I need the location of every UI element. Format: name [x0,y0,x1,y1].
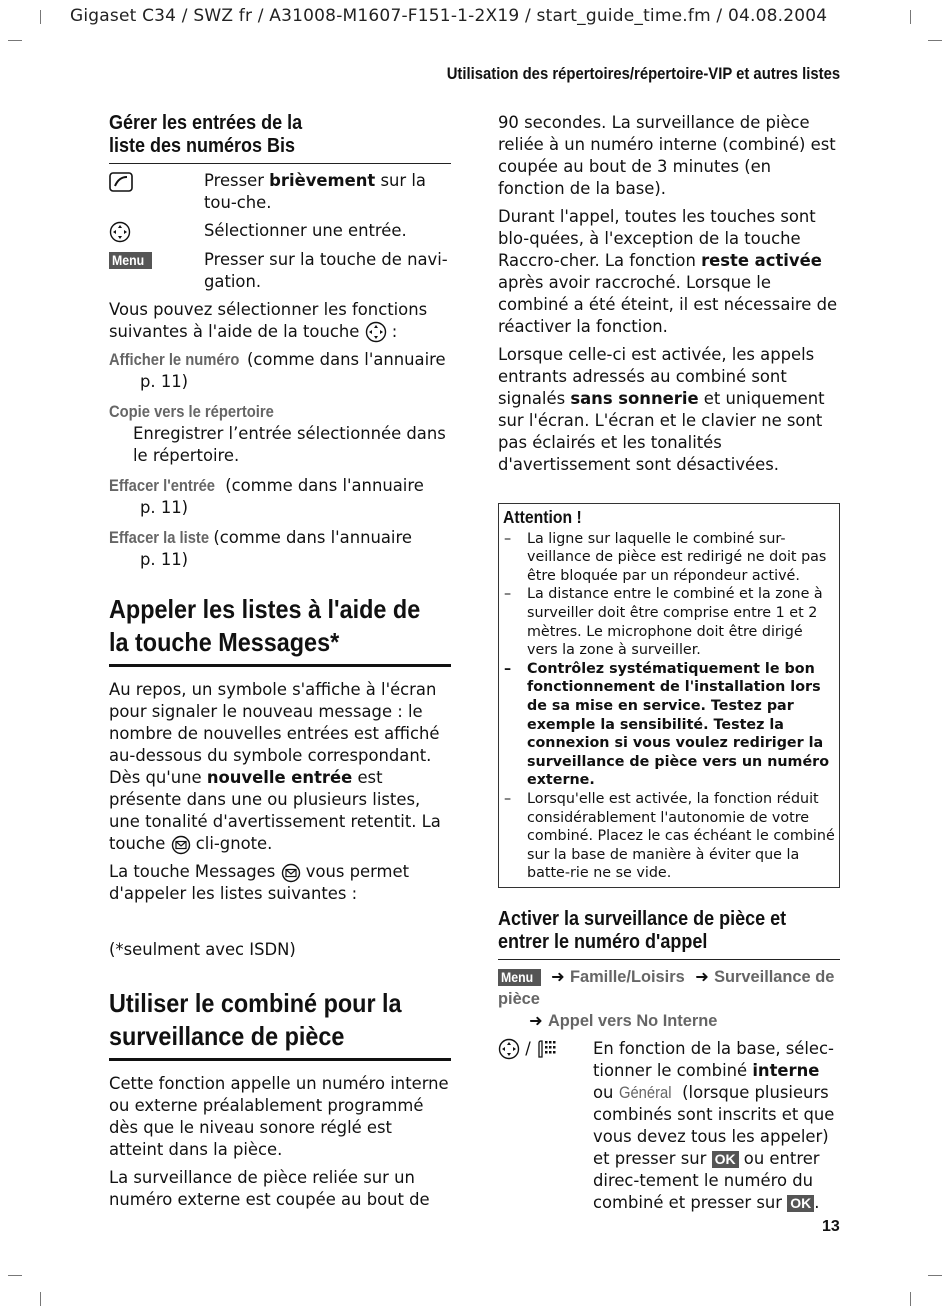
option-show-number: Afficher le numéro (comme dans l'annuaire p. 11) [109,350,446,391]
step-select-handset: / En fonction de la base, sélec-tionner le combiné interne ou Général (lorsque plusieurs combinés sont inscrits et que vous devez tous les appeler) et presser sur OK ou entrer direc-tement le numéro du combiné et presser sur OK . [498,1038,840,1214]
heading-redial-list: Gérer les entrées de la liste des numéros Bis [109,112,451,164]
crop-mark [910,10,911,24]
navigation-key-icon [498,1038,520,1060]
paragraph-messages-lists: La touche Messages vous permet d'appeler les listes suivantes : [109,862,410,903]
step-menu: Menu Presser sur la touche de navi-gation. [109,249,451,293]
paragraph-room-monitor-external: La surveillance de pièce reliée sur un numéro externe est coupée au bout de [109,1168,430,1209]
attention-item: – Lorsqu'elle est activée, la fonction réduit considérablement l'autonomie de votre combiné. Placez le cas échéant le combiné sur la base de manière à éviter que la batte-rie ne se vide. [503,790,835,883]
menu-path: Menu ➜ Famille/Loisirs ➜ Surveillance de pièce ➜ Appel vers No Interne [498,966,835,1030]
messages-key-icon [281,863,301,883]
crop-mark [40,10,41,24]
paragraph-cutoff: 90 secondes. La surveillance de pièce reliée à un numéro interne (combiné) est coupée au bout de 3 minutes (en fonction de la base). [498,113,836,198]
messages-key-icon [171,835,191,855]
running-head: Gigaset C34 / SWZ fr / A31008-M1607-F151-1-2X19 / start_guide_time.fm / 04.08.2004 [70,6,828,26]
step-talk-key: Presser brièvement sur la tou-che. [109,170,451,214]
step-navigation: Sélectionner une entrée. [109,220,451,243]
navigation-key-icon [109,221,131,243]
paragraph-messages: Au repos, un symbole s'affiche à l'écran pour signaler le nouveau message : le nombre de nouvelles entrées est affiché au-dessous du symbole correspondant. Dès qu'une nouvelle entrée est présente dans une ou plusieurs listes, une tonalité d'avertissement retentit. La touche cli-gnote. [109,680,441,853]
crop-mark [40,1292,41,1306]
left-column [109,112,451,1217]
attention-item: – La ligne sur laquelle le combiné sur-veillance de pièce est redirigé ne doit pas être bloquée par un répondeur activé. [503,530,835,586]
attention-title: Attention ! [503,507,582,527]
attention-item: – La distance entre le combiné et la zone à surveiller doit être comprise entre 1 et 2 mètres. Le microphone doit être dirigé vers la zone à surveiller. [503,585,835,659]
attention-item: – Contrôlez systématiquement le bon fonctionnement de l'installation lors de sa mise en service. Testez par exemple la sensibilité. Testez la connexion si vous voulez rediriger la surveillance de pièce vers un numéro externe. [503,660,835,790]
heading-activate-monitor: Activer la surveillance de pièce et entrer le numéro d'appel [498,908,840,960]
page-number: 13 [822,1218,840,1235]
keypad-icon [536,1039,556,1059]
crop-mark [928,1275,942,1276]
menu-key: Menu [109,252,152,269]
right-column [498,112,840,1220]
functions-intro: Vous pouvez sélectionner les fonctions suivantes à l'aide de la touche : [109,299,451,344]
option-delete-list: Effacer la liste (comme dans l'annuaire p. 11) [109,528,412,569]
crop-mark [8,40,22,41]
crop-mark [910,1292,911,1306]
option-copy-directory: Copie vers le répertoire Enregistrer l’entrée sélectionnée dans le répertoire. [109,403,446,465]
navigation-key-icon [365,321,387,343]
attention-box [498,503,840,888]
talk-key-icon [109,172,133,192]
section-head: Utilisation des répertoires/répertoire-VIP et autres listes [446,65,840,83]
ok-key: OK [712,1151,739,1168]
crop-mark [8,1275,22,1276]
heading-messages-key: Appeler les listes à l'aide de la touche Messages* [109,593,451,667]
menu-key: Menu [498,969,541,986]
arrow-right-icon: ➜ [529,1010,548,1030]
arrow-right-icon: ➜ [545,966,570,986]
footnote: (*seulment avec ISDN) [109,940,296,959]
paragraph-room-monitor-intro: Cette fonction appelle un numéro interne ou externe préalablement programmé dès que le niveau sonore réglé est atteint dans la pièce. [109,1074,449,1159]
heading-room-monitor: Utiliser le combiné pour la surveillance de pièce [109,987,451,1061]
paragraph-silent: Lorsque celle-ci est activée, les appels entrants adressés au combiné sont signalés sans sonnerie et uniquement sur l'écran. L'écran et le clavier ne sont pas éclairés et les tonalités d'avertissement sont désactivées. [498,345,825,474]
paragraph-during-call: Durant l'appel, toutes les touches sont blo-quées, à l'exception de la touche Raccro-cher. La fonction reste activée après avoir raccroché. Lorsque le combiné a été éteint, il est nécessaire de réactiver la fonction. [498,207,838,336]
arrow-right-icon: ➜ [689,966,715,986]
ok-key: OK [787,1195,814,1212]
crop-mark [928,40,942,41]
option-delete-entry: Effacer l'entrée (comme dans l'annuaire p. 11) [109,476,424,517]
